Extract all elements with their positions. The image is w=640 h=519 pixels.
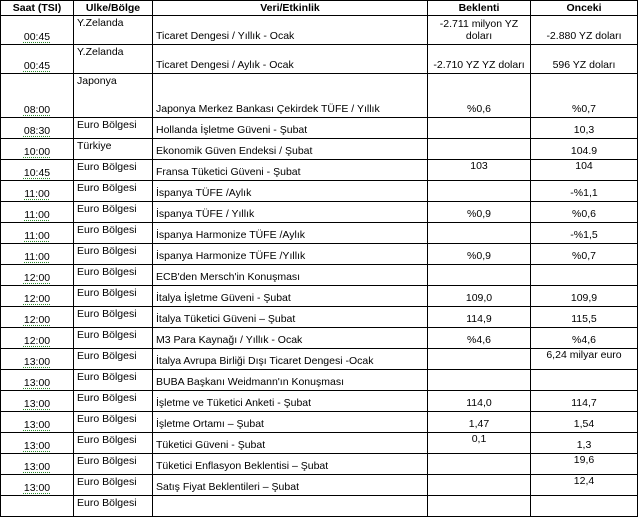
previous-cell: -2.880 YZ doları	[531, 16, 638, 45]
previous-cell: 1,54	[531, 412, 638, 433]
table-row	[1, 202, 638, 223]
region-cell: Euro Bölgesi	[74, 496, 153, 517]
table-row	[1, 475, 638, 496]
table-row	[1, 454, 638, 475]
time-cell: 13:00	[1, 454, 74, 475]
time-cell: 08:30	[1, 118, 74, 139]
event-cell: İspanya Harmonize TÜFE /Yıllık	[153, 244, 428, 265]
table-row	[1, 74, 638, 118]
expected-cell	[428, 223, 531, 244]
table-row	[1, 16, 638, 45]
region-cell: Y.Zelanda	[74, 16, 153, 45]
event-cell: M3 Para Kaynağı / Yıllık - Ocak	[153, 328, 428, 349]
expected-cell	[428, 370, 531, 391]
table-row	[1, 370, 638, 391]
header-event: Veri/Etkinlik	[153, 1, 428, 16]
previous-cell	[531, 496, 638, 517]
event-cell: Ticaret Dengesi / Aylık - Ocak	[153, 45, 428, 74]
table-row	[1, 118, 638, 139]
time-cell: 11:00	[1, 181, 74, 202]
event-cell: İspanya Harmonize TÜFE /Aylık	[153, 223, 428, 244]
expected-cell: %0,6	[428, 74, 531, 118]
previous-cell: 114,7	[531, 391, 638, 412]
time-cell: 12:00	[1, 307, 74, 328]
expected-cell: 0,1	[428, 433, 531, 454]
region-cell: Euro Bölgesi	[74, 223, 153, 244]
region-cell: Euro Bölgesi	[74, 454, 153, 475]
expected-cell	[428, 265, 531, 286]
event-cell: İtalya İşletme Güveni - Şubat	[153, 286, 428, 307]
region-cell: Euro Bölgesi	[74, 160, 153, 181]
event-cell: Fransa Tüketici Güveni - Şubat	[153, 160, 428, 181]
expected-cell	[428, 349, 531, 370]
expected-cell: -2.711 milyon YZ doları	[428, 16, 531, 45]
header-row	[1, 1, 638, 16]
previous-cell: 104.9	[531, 139, 638, 160]
expected-cell	[428, 454, 531, 475]
header-region: Ulke/Bölge	[74, 1, 153, 16]
expected-cell	[428, 139, 531, 160]
time-cell: 13:00	[1, 349, 74, 370]
region-cell: Y.Zelanda	[74, 45, 153, 74]
region-cell: Türkiye	[74, 139, 153, 160]
previous-cell	[531, 265, 638, 286]
time-cell: 12:00	[1, 265, 74, 286]
table-row	[1, 433, 638, 454]
region-cell: Euro Bölgesi	[74, 475, 153, 496]
expected-cell: 109,0	[428, 286, 531, 307]
time-cell: 11:00	[1, 223, 74, 244]
table-row	[1, 265, 638, 286]
region-cell: Euro Bölgesi	[74, 181, 153, 202]
region-cell: Euro Bölgesi	[74, 370, 153, 391]
table-row	[1, 391, 638, 412]
previous-cell: %0,6	[531, 202, 638, 223]
expected-cell	[428, 496, 531, 517]
event-cell: İşletme ve Tüketici Anketi - Şubat	[153, 391, 428, 412]
region-cell: Euro Bölgesi	[74, 328, 153, 349]
event-cell: Satış Fiyat Beklentileri – Şubat	[153, 475, 428, 496]
expected-cell	[428, 475, 531, 496]
table-row	[1, 496, 638, 517]
time-cell: 11:00	[1, 244, 74, 265]
table-row	[1, 45, 638, 74]
table-row	[1, 244, 638, 265]
time-cell: 00:45	[1, 45, 74, 74]
region-cell: Euro Bölgesi	[74, 286, 153, 307]
header-previous: Onceki	[531, 1, 638, 16]
event-cell: Tüketici Güveni - Şubat	[153, 433, 428, 454]
previous-cell: 12,4	[531, 475, 638, 496]
time-cell: 13:00	[1, 370, 74, 391]
time-cell: 11:00	[1, 202, 74, 223]
expected-cell: 114,0	[428, 391, 531, 412]
event-cell: Hollanda İşletme Güveni - Şubat	[153, 118, 428, 139]
time-cell: 12:00	[1, 286, 74, 307]
time-cell: 08:00	[1, 74, 74, 118]
event-cell: Ticaret Dengesi / Yıllık - Ocak	[153, 16, 428, 45]
region-cell: Euro Bölgesi	[74, 118, 153, 139]
expected-cell	[428, 118, 531, 139]
previous-cell: 115,5	[531, 307, 638, 328]
event-cell: Tüketici Enflasyon Beklentisi – Şubat	[153, 454, 428, 475]
event-cell: İtalya Avrupa Birliği Dışı Ticaret Dengesi -Ocak	[153, 349, 428, 370]
region-cell: Euro Bölgesi	[74, 391, 153, 412]
expected-cell: 103	[428, 160, 531, 181]
expected-cell: %0,9	[428, 202, 531, 223]
event-cell: BUBA Başkanı Weidmann'ın Konuşması	[153, 370, 428, 391]
header-expected: Beklenti	[428, 1, 531, 16]
expected-cell	[428, 181, 531, 202]
previous-cell: 10,3	[531, 118, 638, 139]
time-cell: 00:45	[1, 16, 74, 45]
table-row	[1, 349, 638, 370]
previous-cell	[531, 370, 638, 391]
time-cell	[1, 496, 74, 517]
region-cell: Japonya	[74, 74, 153, 118]
table-row	[1, 181, 638, 202]
event-cell: Japonya Merkez Bankası Çekirdek TÜFE / Yıllık	[153, 74, 428, 118]
previous-cell: 19,6	[531, 454, 638, 475]
region-cell: Euro Bölgesi	[74, 265, 153, 286]
previous-cell: 6,24 milyar euro	[531, 349, 638, 370]
time-cell: 10:00	[1, 139, 74, 160]
previous-cell: %4,6	[531, 328, 638, 349]
event-cell: İşletme Ortamı – Şubat	[153, 412, 428, 433]
table-row	[1, 139, 638, 160]
expected-cell: 114,9	[428, 307, 531, 328]
time-cell: 13:00	[1, 433, 74, 454]
time-cell: 13:00	[1, 412, 74, 433]
previous-cell: %0,7	[531, 244, 638, 265]
table-row	[1, 328, 638, 349]
table-row	[1, 307, 638, 328]
time-cell: 12:00	[1, 328, 74, 349]
previous-cell: 104	[531, 160, 638, 181]
expected-cell: %0,9	[428, 244, 531, 265]
region-cell: Euro Bölgesi	[74, 349, 153, 370]
region-cell: Euro Bölgesi	[74, 244, 153, 265]
expected-cell: 1,47	[428, 412, 531, 433]
time-cell: 13:00	[1, 475, 74, 496]
event-cell: İspanya TÜFE / Yıllık	[153, 202, 428, 223]
event-cell: İspanya TÜFE /Aylık	[153, 181, 428, 202]
table-row	[1, 223, 638, 244]
event-cell	[153, 496, 428, 517]
header-time: Saat (TSI)	[1, 1, 74, 16]
previous-cell: 109,9	[531, 286, 638, 307]
previous-cell: %0,7	[531, 74, 638, 118]
expected-cell: %4,6	[428, 328, 531, 349]
region-cell: Euro Bölgesi	[74, 412, 153, 433]
region-cell: Euro Bölgesi	[74, 433, 153, 454]
time-cell: 13:00	[1, 391, 74, 412]
previous-cell: 1,3	[531, 433, 638, 454]
table-row	[1, 160, 638, 181]
expected-cell: -2.710 YZ YZ doları	[428, 45, 531, 74]
table-row	[1, 412, 638, 433]
previous-cell: 596 YZ doları	[531, 45, 638, 74]
event-cell: İtalya Tüketici Güveni – Şubat	[153, 307, 428, 328]
event-cell: Ekonomik Güven Endeksi / Şubat	[153, 139, 428, 160]
time-cell: 10:45	[1, 160, 74, 181]
region-cell: Euro Bölgesi	[74, 307, 153, 328]
region-cell: Euro Bölgesi	[74, 202, 153, 223]
previous-cell: -%1,5	[531, 223, 638, 244]
table-row	[1, 286, 638, 307]
event-cell: ECB'den Mersch'in Konuşması	[153, 265, 428, 286]
previous-cell: -%1,1	[531, 181, 638, 202]
